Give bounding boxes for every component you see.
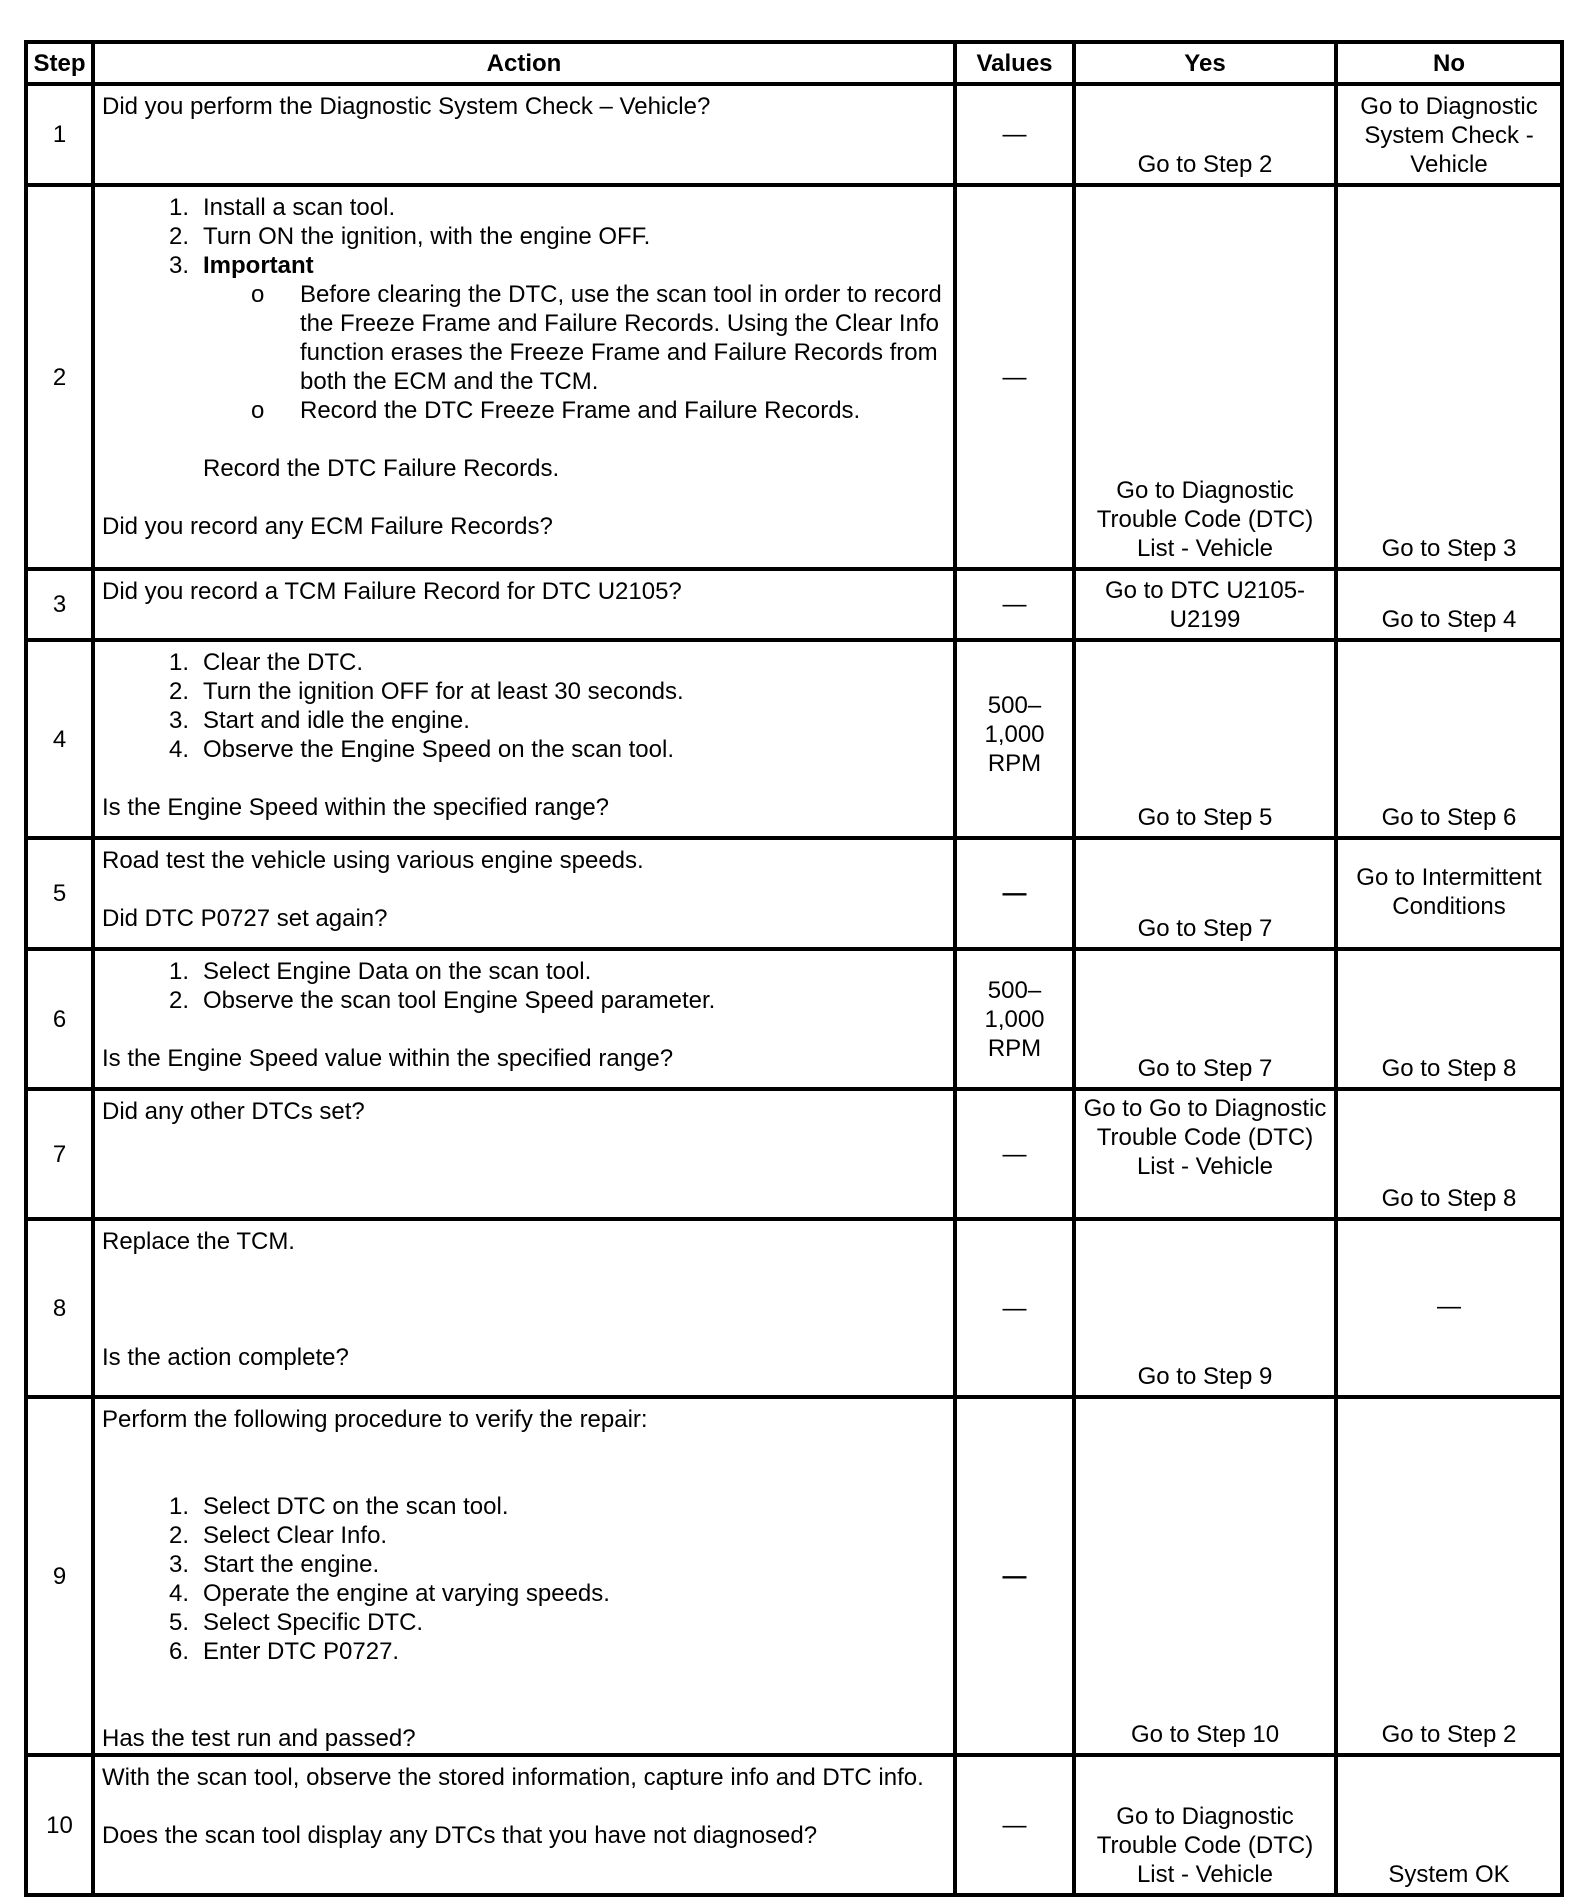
yes-cell: Go to Step 10 [1074, 1397, 1336, 1755]
values-cell: — [955, 1755, 1074, 1895]
important-label: Important [203, 252, 314, 279]
step-number: 3 [26, 569, 93, 640]
step-number: 2 [26, 185, 93, 569]
list-item: 5. Select Specific DTC. [168, 1609, 424, 1636]
action-question: Is the Engine Speed within the specified range? [102, 794, 610, 821]
action-intro: Perform the following procedure to verify the repair: [102, 1406, 648, 1433]
table-row-step-8 [26, 1219, 1562, 1397]
action-question: Is the action complete? [102, 1344, 349, 1371]
header-no: No [1336, 42, 1562, 84]
values-cell: — [955, 1397, 1074, 1755]
action-cell [93, 185, 955, 569]
table-row-step-5 [26, 838, 1562, 949]
action-question: Is the Engine Speed value within the specified range? [102, 1045, 674, 1072]
no-cell: Go to Step 4 [1336, 569, 1562, 640]
list-item: 1. Clear the DTC. [168, 649, 364, 676]
step-number: 6 [26, 949, 93, 1089]
no-cell: Go to Step 2 [1336, 1397, 1562, 1755]
procedure-list [102, 1492, 945, 1666]
yes-cell: Go to Diagnostic Trouble Code (DTC) List - Vehicle [1074, 1755, 1336, 1895]
action-intro: With the scan tool, observe the stored information, capture info and DTC info. [102, 1764, 924, 1791]
action-cell [93, 1219, 955, 1397]
step-number: 5 [26, 838, 93, 949]
no-cell: Go to Step 8 [1336, 949, 1562, 1089]
sublist-item: o Before clearing the DTC, use the scan tool in order to record the Freeze Frame and Failure Records. Using the Clear Info function erases the Freeze Frame and Failure Records from both the ECM and the TCM. [251, 281, 942, 395]
list-item: 1. Install a scan tool. [168, 194, 396, 221]
table-row-step-9 [26, 1397, 1562, 1755]
yes-cell: Go to Diagnostic Trouble Code (DTC) List - Vehicle [1074, 185, 1336, 569]
action-intro: Did any other DTCs set? [102, 1098, 365, 1125]
yes-cell: Go to Step 9 [1074, 1219, 1336, 1397]
action-question: Did you record any ECM Failure Records? [102, 513, 553, 540]
action-cell [93, 84, 955, 185]
values-cell: — [955, 838, 1074, 949]
values-cell: 500–1,000 RPM [955, 640, 1074, 838]
step-number: 1 [26, 84, 93, 185]
yes-cell: Go to Step 7 [1074, 949, 1336, 1089]
list-item: 6. Enter DTC P0727. [168, 1638, 400, 1665]
procedure-list [102, 193, 945, 425]
action-cell [93, 569, 955, 640]
values-cell: — [955, 1219, 1074, 1397]
no-cell: System OK [1336, 1755, 1562, 1895]
table-row-step-3 [26, 569, 1562, 640]
values-cell: — [955, 84, 1074, 185]
action-cell [93, 949, 955, 1089]
table-row-step-2 [26, 185, 1562, 569]
action-question: Has the test run and passed? [102, 1725, 416, 1752]
diagnostic-table [24, 40, 1564, 1897]
yes-cell: Go to Go to Diagnostic Trouble Code (DTC) List - Vehicle [1074, 1089, 1336, 1219]
yes-cell: Go to Step 5 [1074, 640, 1336, 838]
procedure-list [102, 648, 945, 764]
list-item: 2. Observe the scan tool Engine Speed parameter. [168, 987, 716, 1014]
action-intro: Did you perform the Diagnostic System Check – Vehicle? [102, 93, 711, 120]
procedure-list [102, 957, 945, 1015]
list-item: 1. Select DTC on the scan tool. [168, 1493, 509, 1520]
table-row-step-4 [26, 640, 1562, 838]
action-intro: Road test the vehicle using various engine speeds. [102, 847, 644, 874]
table-row-step-7 [26, 1089, 1562, 1219]
action-cell [93, 1755, 955, 1895]
no-cell: Go to Diagnostic System Check - Vehicle [1336, 84, 1562, 185]
list-item: 4. Operate the engine at varying speeds. [168, 1580, 610, 1607]
header-yes: Yes [1074, 42, 1336, 84]
list-item: 2. Turn the ignition OFF for at least 30 seconds. [168, 678, 684, 705]
header-values: Values [955, 42, 1074, 84]
step-number: 4 [26, 640, 93, 838]
action-intro: Replace the TCM. [102, 1228, 295, 1255]
list-item: 4. Observe the Engine Speed on the scan tool. [168, 736, 674, 763]
action-cell [93, 640, 955, 838]
action-cell [93, 838, 955, 949]
step-number: 10 [26, 1755, 93, 1895]
no-cell: Go to Step 8 [1336, 1089, 1562, 1219]
list-item: 2. Select Clear Info. [168, 1522, 388, 1549]
yes-cell: Go to Step 7 [1074, 838, 1336, 949]
values-cell: — [955, 569, 1074, 640]
step-number: 8 [26, 1219, 93, 1397]
table-row-step-10 [26, 1755, 1562, 1895]
list-item: 3. Start and idle the engine. [168, 707, 470, 734]
values-cell: 500–1,000 RPM [955, 949, 1074, 1089]
values-cell: — [955, 1089, 1074, 1219]
table-row-step-1 [26, 84, 1562, 185]
action-cell [93, 1397, 955, 1755]
sublist-item: o Record the DTC Freeze Frame and Failure Records. [251, 397, 861, 424]
yes-cell: Go to DTC U2105-U2199 [1074, 569, 1336, 640]
action-question: Did DTC P0727 set again? [102, 905, 388, 932]
list-item: 2. Turn ON the ignition, with the engine OFF. [168, 223, 651, 250]
header-action: Action [93, 42, 955, 84]
header-row [26, 42, 1562, 84]
important-sublist [203, 280, 945, 425]
step-number: 7 [26, 1089, 93, 1219]
no-cell: Go to Intermittent Conditions [1336, 838, 1562, 949]
list-item: 3. Start the engine. [168, 1551, 380, 1578]
step-number: 9 [26, 1397, 93, 1755]
no-cell: Go to Step 3 [1336, 185, 1562, 569]
no-cell: — [1336, 1219, 1562, 1397]
table-row-step-6 [26, 949, 1562, 1089]
action-question: Does the scan tool display any DTCs that you have not diagnosed? [102, 1822, 818, 1849]
list-item: 3. Important o Before clearing the DTC, use the scan tool in order to record the Freeze Frame and Failure Records. Using the Clear Info function erases the Freeze Frame and Failure Records from both the ECM and the TCM. o Record the DTC Freeze Frame and Failure Records. [149, 251, 945, 425]
diagnostic-table-container [24, 40, 1560, 1897]
yes-cell: Go to Step 2 [1074, 84, 1336, 185]
values-cell: — [955, 185, 1074, 569]
no-cell: Go to Step 6 [1336, 640, 1562, 838]
action-intro: Did you record a TCM Failure Record for DTC U2105? [102, 578, 682, 605]
action-note: Record the DTC Failure Records. [203, 455, 560, 482]
header-step: Step [26, 42, 93, 84]
action-cell [93, 1089, 955, 1219]
list-item: 1. Select Engine Data on the scan tool. [168, 958, 592, 985]
